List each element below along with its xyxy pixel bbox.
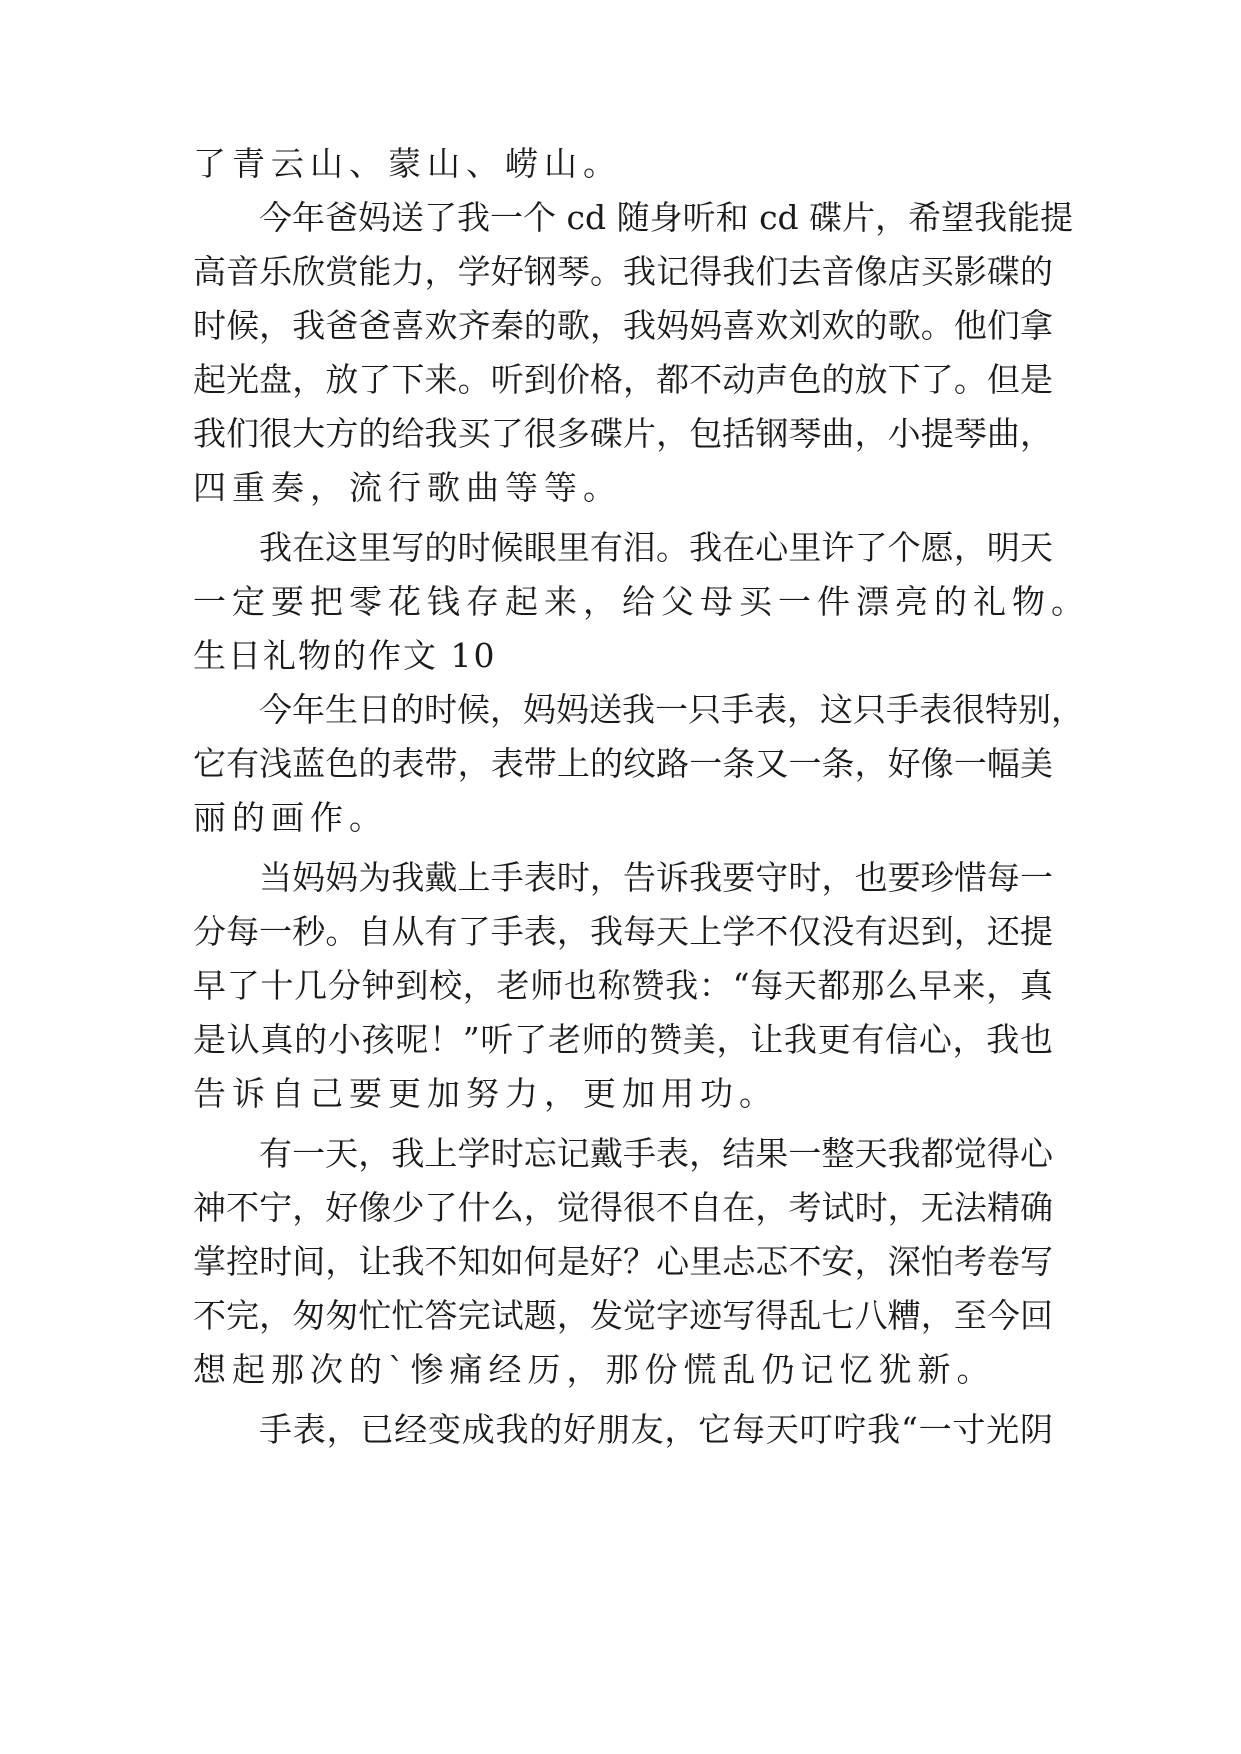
- text-line: 我们很大方的给我买了很多碟片，包括钢琴曲，小提琴曲，: [193, 414, 1053, 453]
- text-line: 起光盘，放了下来。听到价格，都不动声色的放下了。但是: [193, 360, 1053, 399]
- text-line: 不完，匆匆忙忙答完试题，发觉字迹写得乱七八糟，至今回: [193, 1296, 1053, 1335]
- text-line: 四重奏，流行歌曲等等。: [193, 468, 622, 507]
- text-line: 是认真的小孩呢！”听了老师的赞美，让我更有信心，我也: [193, 1020, 1053, 1059]
- paragraph-first-line: 有一天，我上学时忘记戴手表，结果一整天我都觉得心: [259, 1134, 1053, 1173]
- text-line: 神不宁，好像少了什么，觉得很不自在，考试时，无法精确: [193, 1188, 1053, 1227]
- text-line: 了青云山、蒙山、崂山。: [193, 144, 622, 183]
- text-line: 分每一秒。自从有了手表，我每天上学不仅没有迟到，还提: [193, 912, 1053, 951]
- text-line: 时候，我爸爸喜欢齐秦的歌，我妈妈喜欢刘欢的歌。他们拿: [193, 306, 1053, 345]
- text-line: 掌控时间，让我不知如何是好？心里忐忑不安，深怕考卷写: [193, 1242, 1053, 1281]
- text-line: 高音乐欣赏能力，学好钢琴。我记得我们去音像店买影碟的: [193, 252, 1053, 291]
- text-line: 丽的画作。: [193, 798, 388, 837]
- paragraph-first-line: 今年生日的时候，妈妈送我一只手表，这只手表很特别，: [259, 690, 1084, 729]
- text-line: 想起那次的`惨痛经历，那份慌乱仍记忆犹新。: [193, 1350, 996, 1389]
- paragraph-first-line: 今年爸妈送了我一个 cd 随身听和 cd 碟片，希望我能提: [259, 198, 1074, 237]
- text-line: 早了十几分钟到校，老师也称赞我：“每天都那么早来，真: [193, 966, 1053, 1005]
- paragraph-first-line: 手表，已经变成我的好朋友，它每天叮咛我“一寸光阴: [259, 1410, 1053, 1449]
- section-heading: 生日礼物的作文 10: [193, 636, 497, 675]
- text-line: 一定要把零花钱存起来，给父母买一件漂亮的礼物。: [193, 582, 1090, 621]
- paragraph-first-line: 我在这里写的时候眼里有泪。我在心里许了个愿，明天: [259, 528, 1053, 567]
- text-line: 告诉自己要更加努力，更加用功。: [193, 1074, 778, 1113]
- paragraph-first-line: 当妈妈为我戴上手表时，告诉我要守时，也要珍惜每一: [259, 858, 1053, 897]
- text-line: 它有浅蓝色的表带，表带上的纹路一条又一条，好像一幅美: [193, 744, 1053, 783]
